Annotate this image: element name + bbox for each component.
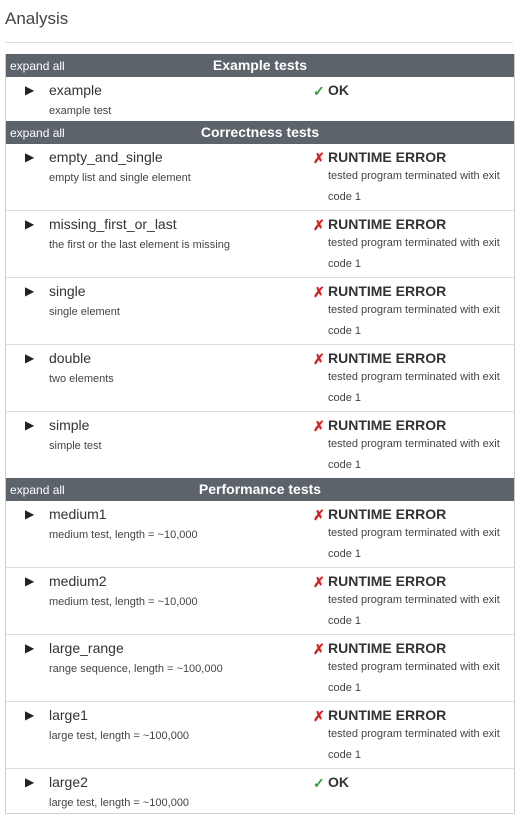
test-row-missing-first-or-last[interactable] [6,210,514,277]
expand-arrow-icon[interactable]: ▶ [25,775,35,789]
expand-arrow-icon[interactable]: ▶ [25,351,35,365]
test-description: large test, length = ~100,000 [49,797,190,809]
test-detail: tested program terminated with exit code 1 [328,594,500,627]
test-row-single[interactable] [6,277,514,344]
test-row-simple[interactable] [6,411,514,478]
test-description: medium test, length = ~10,000 [49,596,198,608]
ok-check-icon: ✓ [313,775,325,791]
expand-arrow-icon[interactable]: ▶ [25,83,35,97]
expand-all-link[interactable]: expand all [10,59,65,73]
test-description: large test, length = ~100,000 [49,730,190,742]
test-status: RUNTIME ERROR [328,506,447,522]
test-detail: tested program terminated with exit code 1 [328,304,500,337]
test-name: large1 [49,707,88,723]
test-detail: tested program terminated with exit code 1 [328,438,500,471]
test-description: two elements [49,373,114,385]
test-row-large2[interactable] [6,768,514,813]
test-status: RUNTIME ERROR [328,350,447,366]
test-row-empty-and-single[interactable] [6,144,514,210]
test-row-medium2[interactable] [6,567,514,634]
expand-arrow-icon[interactable]: ▶ [25,641,35,655]
page-title: Analysis [5,9,69,28]
test-status: OK [328,82,349,98]
test-status: RUNTIME ERROR [328,216,447,232]
section-header-example [6,54,514,77]
section-title: Correctness tests [200,124,320,140]
error-cross-icon: ✗ [313,351,325,367]
error-cross-icon: ✗ [313,507,325,523]
expand-all-link[interactable]: expand all [10,126,65,140]
test-name: missing_first_or_last [49,216,177,232]
error-cross-icon: ✗ [313,641,325,657]
test-name: single [49,283,86,299]
expand-arrow-icon[interactable]: ▶ [25,284,35,298]
test-status: OK [328,774,349,790]
test-status: RUNTIME ERROR [328,149,447,165]
error-cross-icon: ✗ [313,217,325,233]
expand-arrow-icon[interactable]: ▶ [25,418,35,432]
test-row-double[interactable] [6,344,514,411]
test-description: the first or the last element is missing [49,239,230,251]
test-description: range sequence, length = ~100,000 [49,663,223,675]
test-description: example test [49,105,112,117]
test-description: single element [49,306,120,318]
error-cross-icon: ✗ [313,708,325,724]
test-detail: tested program terminated with exit code 1 [328,371,500,404]
test-name: example [49,82,102,98]
test-detail: tested program terminated with exit code 1 [328,527,500,560]
test-description: empty list and single element [49,172,191,184]
ok-check-icon: ✓ [313,83,325,99]
test-status: RUNTIME ERROR [328,417,447,433]
test-name: large_range [49,640,124,656]
test-name: medium1 [49,506,107,522]
test-detail: tested program terminated with exit code 1 [328,728,500,761]
expand-arrow-icon[interactable]: ▶ [25,574,35,588]
test-status: RUNTIME ERROR [328,707,447,723]
error-cross-icon: ✗ [313,574,325,590]
test-detail: tested program terminated with exit code 1 [328,661,500,694]
error-cross-icon: ✗ [313,150,325,166]
expand-arrow-icon[interactable]: ▶ [25,217,35,231]
test-row-large1[interactable] [6,701,514,768]
test-name: medium2 [49,573,107,589]
test-row-example[interactable] [6,77,514,121]
test-name: double [49,350,92,366]
title-divider [5,42,513,43]
test-detail: tested program terminated with exit code 1 [328,170,500,203]
test-status: RUNTIME ERROR [328,640,447,656]
section-header-correctness [6,121,514,144]
test-detail: tested program terminated with exit code 1 [328,237,500,270]
test-description: medium test, length = ~10,000 [49,529,198,541]
error-cross-icon: ✗ [313,418,325,434]
test-name: simple [49,417,90,433]
expand-arrow-icon[interactable]: ▶ [25,708,35,722]
section-header-performance [6,478,514,501]
section-title: Performance tests [198,481,322,497]
expand-all-link[interactable]: expand all [10,483,65,497]
test-status: RUNTIME ERROR [328,573,447,589]
section-title: Example tests [212,57,308,73]
test-row-medium1[interactable] [6,501,514,567]
test-status: RUNTIME ERROR [328,283,447,299]
expand-arrow-icon[interactable]: ▶ [25,507,35,521]
test-row-large-range[interactable] [6,634,514,701]
results-table [5,54,515,814]
test-name: large2 [49,774,88,790]
expand-arrow-icon[interactable]: ▶ [25,150,35,164]
test-name: empty_and_single [49,149,163,165]
test-description: simple test [49,440,102,452]
error-cross-icon: ✗ [313,284,325,300]
